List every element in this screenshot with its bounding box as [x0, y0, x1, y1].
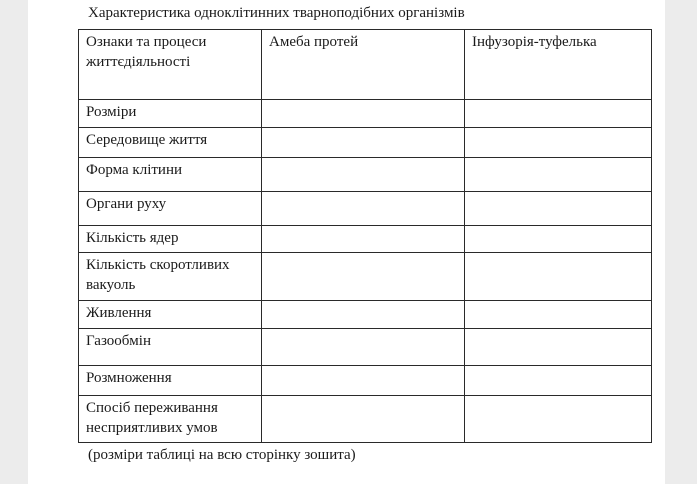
- row-label: Газообмін: [79, 329, 262, 366]
- empty-cell: [465, 366, 652, 396]
- empty-cell: [465, 158, 652, 192]
- empty-cell: [262, 128, 465, 158]
- row-label: Розміри: [79, 100, 262, 128]
- empty-cell: [262, 253, 465, 301]
- table-row: [79, 301, 652, 329]
- empty-cell: [262, 226, 465, 253]
- table-row: [79, 253, 652, 301]
- empty-cell: [465, 329, 652, 366]
- header-cell-features: Ознаки та процеси життєдіяльності: [79, 30, 262, 100]
- table-row: [79, 100, 652, 128]
- table-row: [79, 192, 652, 226]
- row-label: Спосіб переживання несприятливих умов: [79, 396, 262, 443]
- empty-cell: [262, 301, 465, 329]
- row-label: Середовище життя: [79, 128, 262, 158]
- empty-cell: [262, 329, 465, 366]
- row-label: Живлення: [79, 301, 262, 329]
- table-row: [79, 128, 652, 158]
- table-row: [79, 329, 652, 366]
- empty-cell: [465, 100, 652, 128]
- row-label: Органи руху: [79, 192, 262, 226]
- empty-cell: [465, 253, 652, 301]
- empty-cell: [262, 100, 465, 128]
- table-row: [79, 396, 652, 443]
- empty-cell: [262, 192, 465, 226]
- table-row: [79, 158, 652, 192]
- empty-cell: [465, 192, 652, 226]
- table-size-note: (розміри таблиці на всю сторінку зошита): [88, 447, 356, 463]
- empty-cell: [262, 366, 465, 396]
- row-label: Розмноження: [79, 366, 262, 396]
- header-cell-paramecium: Інфузорія-туфелька: [465, 30, 652, 100]
- organisms-comparison-table: [78, 29, 652, 443]
- header-cell-amoeba: Амеба протей: [262, 30, 465, 100]
- empty-cell: [262, 396, 465, 443]
- empty-cell: [465, 301, 652, 329]
- empty-cell: [465, 226, 652, 253]
- document-title: Характеристика одноклітинних тварноподібних організмів: [88, 5, 465, 21]
- row-label: Кількість скоротливих вакуоль: [79, 253, 262, 301]
- table-header-row: [79, 30, 652, 100]
- row-label: Форма клітини: [79, 158, 262, 192]
- table-row: [79, 366, 652, 396]
- empty-cell: [262, 158, 465, 192]
- empty-cell: [465, 128, 652, 158]
- table-row: [79, 226, 652, 253]
- empty-cell: [465, 396, 652, 443]
- row-label: Кількість ядер: [79, 226, 262, 253]
